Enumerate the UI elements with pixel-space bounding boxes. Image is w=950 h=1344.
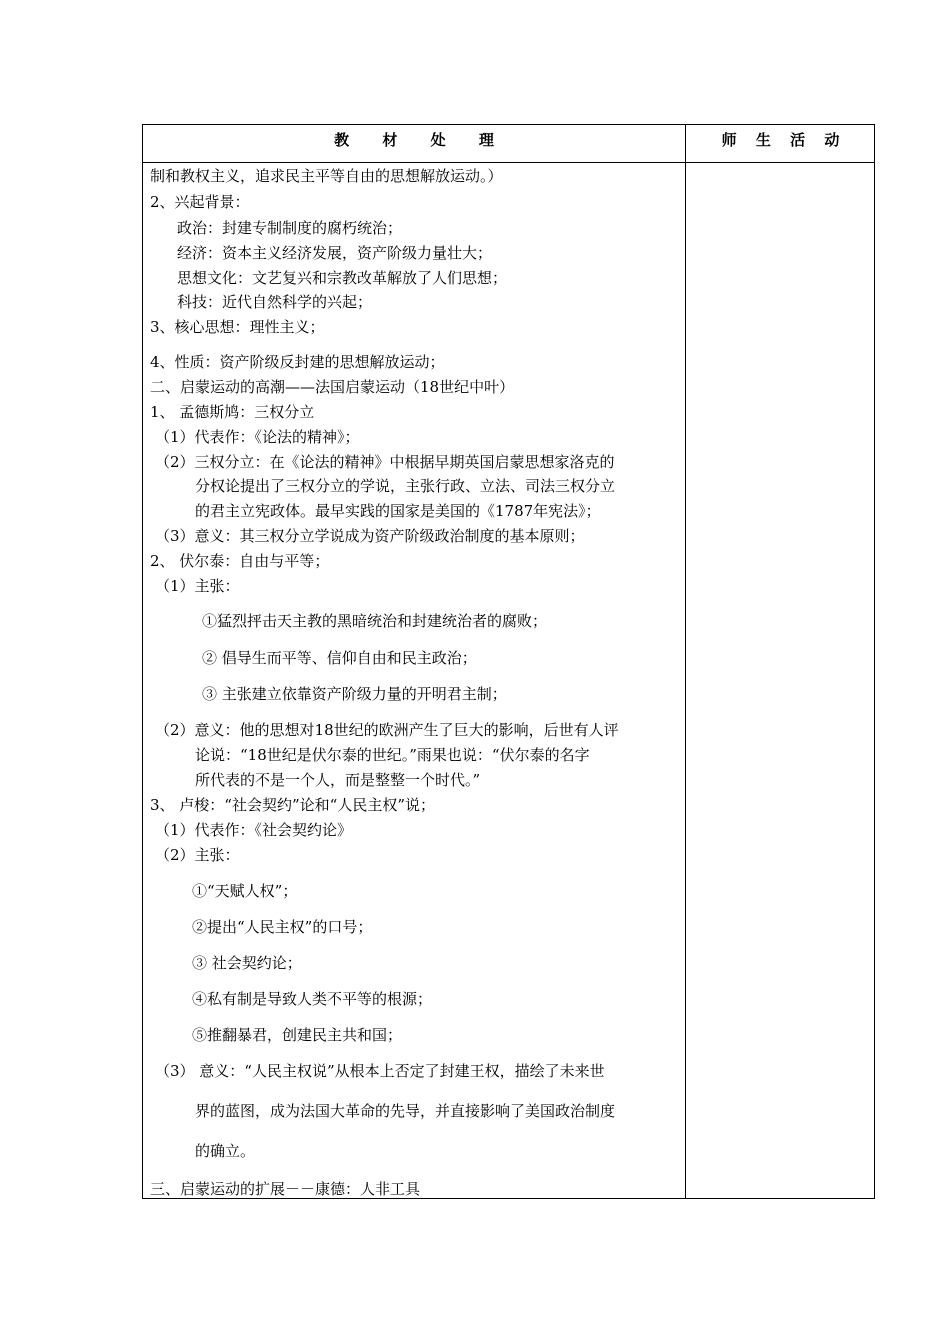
- text-line: 分权论提出了三权分立的学说，主张行政、立法、司法三权分立: [195, 477, 616, 495]
- text-line: （2）三权分立：在《论法的精神》中根据早期英国启蒙思想家洛克的: [155, 453, 615, 471]
- list-item: ①“天赋人权”；: [192, 882, 298, 900]
- text-line: （2）主张：: [155, 846, 240, 864]
- list-item: ⑤推翻暴君，创建民主共和国；: [192, 1026, 403, 1044]
- text-line: 3、 卢梭：“社会契约”论和“人民主权”说；: [150, 796, 435, 814]
- list-item: ①猛烈抨击天主教的黑暗统治和封建统治者的腐败；: [202, 612, 548, 630]
- section-heading: 二、启蒙运动的高潮——法国启蒙运动（18世纪中叶）: [150, 378, 515, 396]
- text-line: 的君主立宪政体。最早实践的国家是美国的《1787年宪法》；: [195, 502, 601, 520]
- list-item: ③ 社会契约论；: [192, 954, 302, 972]
- text-line: 2、兴起背景：: [150, 193, 250, 211]
- text-line: 1、 孟德斯鸠：三权分立: [150, 403, 315, 421]
- header-teacher-student-activity: 师 生 活 动: [721, 131, 847, 149]
- text-line: 的确立。: [195, 1142, 256, 1160]
- list-item: ③ 主张建立依靠资产阶级力量的开明君主制；: [202, 685, 507, 703]
- list-item: ②提出“人民主权”的口号；: [192, 918, 373, 936]
- text-line: 3、核心思想：理性主义；: [150, 318, 325, 336]
- text-line: （1）代表作：《社会契约论》: [155, 821, 353, 839]
- text-line: （3） 意义：“人民主权说”从根本上否定了封建王权，描绘了未来世: [155, 1062, 605, 1080]
- text-line: 思想文化：文艺复兴和宗教改革解放了人们思想；: [177, 269, 508, 287]
- list-item: ② 倡导生而平等、信仰自由和民主政治；: [202, 649, 477, 667]
- text-line: 经济：资本主义经济发展，资产阶级力量壮大；: [177, 244, 493, 262]
- column-divider: [685, 125, 686, 1198]
- text-line: 界的蓝图，成为法国大革命的先导，并直接影响了美国政治制度: [195, 1102, 616, 1120]
- text-line: （1）代表作：《论法的精神》；: [155, 428, 360, 446]
- header-divider: [143, 162, 874, 163]
- list-item: ④私有制是导致人类不平等的根源；: [192, 990, 433, 1008]
- text-line: 所代表的不是一个人，而是整整一个时代。”: [195, 771, 481, 789]
- header-teaching-material: 教 材 处 理: [334, 131, 508, 149]
- text-line: 政治：封建专制制度的腐朽统治；: [177, 219, 403, 237]
- text-line: 科技：近代自然科学的兴起；: [177, 293, 373, 311]
- text-line: （3）意义：其三权分立学说成为资产阶级政治制度的基本原则；: [155, 527, 585, 545]
- text-line: 制和教权主义，追求民主平等自由的思想解放运动。）: [150, 167, 503, 185]
- text-line: 论说：“18世纪是伏尔泰的世纪。”雨果也说：“伏尔泰的名字: [195, 746, 590, 764]
- text-line: 4、性质：资产阶级反封建的思想解放运动；: [150, 353, 445, 371]
- text-line: （1）主张：: [155, 577, 240, 595]
- text-line: 2、 伏尔泰：自由与平等；: [150, 552, 330, 570]
- text-line: （2）意义：他的思想对18世纪的欧洲产生了巨大的影响，后世有人评: [155, 721, 619, 739]
- section-heading: 三、启蒙运动的扩展－－康德：人非工具: [150, 1180, 421, 1198]
